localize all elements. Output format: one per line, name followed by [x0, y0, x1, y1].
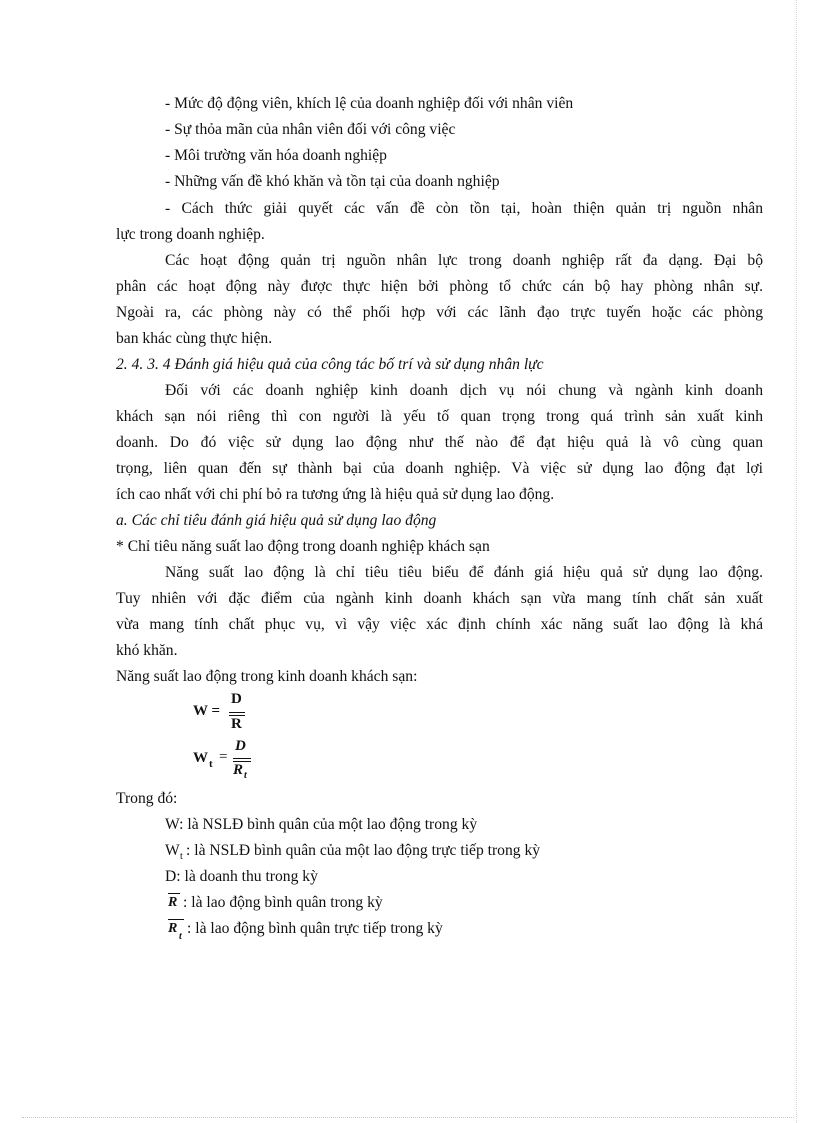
definition-wt-symbol-sub: t — [180, 851, 183, 862]
page-bottom-border — [22, 1117, 794, 1118]
bullet-motivation: - Mức độ động viên, khích lệ của doanh nghiệp đối với nhân viên — [165, 95, 574, 112]
formula-wt-denominator: R — [233, 762, 244, 778]
formula-w-lhs: W = — [193, 703, 221, 719]
definition-rt — [165, 919, 665, 941]
page-right-border — [796, 0, 797, 1123]
formula-wt — [193, 738, 273, 783]
paragraph-productivity-line4: khó khăn. — [116, 642, 178, 659]
definition-rt-symbol: R — [168, 921, 177, 937]
paragraph-service-line4: trọng, liên quan đến sự thành bại của doanh nghiệp. Và việc sử dụng lao động đạt lợi — [116, 460, 763, 477]
definition-d: D: là doanh thu trong kỳ — [165, 868, 318, 885]
indicator-heading: * Chỉ tiêu năng suất lao động trong doanh nghiệp khách sạn — [116, 538, 490, 555]
bullet-satisfaction: - Sự thỏa mãn của nhân viên đối với công việc — [165, 121, 456, 138]
formula-wt-lhs-sub: t — [209, 758, 213, 770]
definition-w: W: là NSLĐ bình quân của một lao động trong kỳ — [165, 816, 478, 833]
paragraph-service-line5: ích cao nhất với chi phí bỏ ra tương ứng là hiệu quả sử dụng lao động. — [116, 486, 555, 503]
definition-wt-text: : là NSLĐ bình quân của một lao động trực tiếp trong kỳ — [186, 842, 541, 859]
formula-intro: Năng suất lao động trong kinh doanh khách sạn: — [116, 668, 418, 685]
bullet-solutions-line1: - Cách thức giải quyết các vấn đề còn tồn tại, hoàn thiện quản trị nguồn nhân — [165, 200, 763, 217]
definition-wt-symbol: W — [165, 842, 180, 859]
formula-w-fraction — [229, 690, 245, 735]
formula-wt-numerator: D — [235, 738, 246, 754]
subheading-a: a. Các chỉ tiêu đánh giá hiệu quả sử dụng lao động — [116, 512, 437, 529]
formula-w-denominator: R — [231, 716, 242, 732]
where-label: Trong đó: — [116, 790, 178, 807]
paragraph-hr-line1: Các hoạt động quản trị nguồn nhân lực trong doanh nghiệp rất đa dạng. Đại bộ — [165, 252, 763, 269]
formula-w — [193, 690, 273, 735]
bullet-problems: - Những vấn đề khó khăn và tồn tại của doanh nghiệp — [165, 173, 500, 190]
definition-r — [165, 893, 665, 915]
paragraph-productivity-line1: Năng suất lao động là chỉ tiêu tiêu biểu để đánh giá hiệu quả sử dụng lao động. — [165, 564, 763, 581]
formula-w-numerator: D — [231, 691, 242, 707]
section-heading-2-4-3-4: 2. 4. 3. 4 Đánh giá hiệu quả của công tác bố trí và sử dụng nhân lực — [116, 356, 544, 373]
paragraph-service-line1: Đối với các doanh nghiệp kinh doanh dịch vụ nói chung và ngành kinh doanh — [165, 382, 763, 399]
paragraph-hr-line3: Ngoài ra, các phòng này có thể phối hợp với các lãnh đạo trực tuyến hoặc các phòng — [116, 304, 763, 321]
paragraph-service-line2: khách sạn nói riêng thì con người là yếu tố quan trọng trong quá trình sản xuất kinh — [116, 408, 763, 425]
paragraph-productivity-line3: vừa mang tính chất phục vụ, vì vậy việc xác định chính xác năng suất lao động là khá — [116, 616, 763, 633]
paragraph-hr-line4: ban khác cùng thực hiện. — [116, 330, 273, 347]
definition-r-text: : là lao động bình quân trong kỳ — [183, 894, 383, 911]
paragraph-service-line3: doanh. Do đó việc sử dụng lao động như thế nào để đạt hiệu quả là vô cùng quan — [116, 434, 763, 451]
bullet-solutions-line2: lực trong doanh nghiệp. — [116, 226, 265, 243]
paragraph-productivity-line2: Tuy nhiên với đặc điểm của ngành kinh doanh khách sạn vừa mang tính chất sản xuất — [116, 590, 763, 607]
formula-wt-fraction — [233, 738, 251, 783]
formula-wt-eq: = — [219, 749, 228, 765]
definition-rt-symbol-sub: t — [179, 931, 182, 942]
formula-wt-lhs: W — [193, 750, 208, 766]
formula-wt-denominator-sub: t — [244, 770, 247, 781]
definition-r-symbol: R — [168, 895, 177, 911]
definition-rt-text: : là lao động bình quân trực tiếp trong kỳ — [187, 920, 443, 937]
bullet-culture: - Môi trường văn hóa doanh nghiệp — [165, 147, 387, 164]
definition-wt — [165, 841, 665, 861]
paragraph-hr-line2: phân các hoạt động này được thực hiện bởi phòng tổ chức cán bộ hay phòng nhân sự. — [116, 278, 763, 295]
